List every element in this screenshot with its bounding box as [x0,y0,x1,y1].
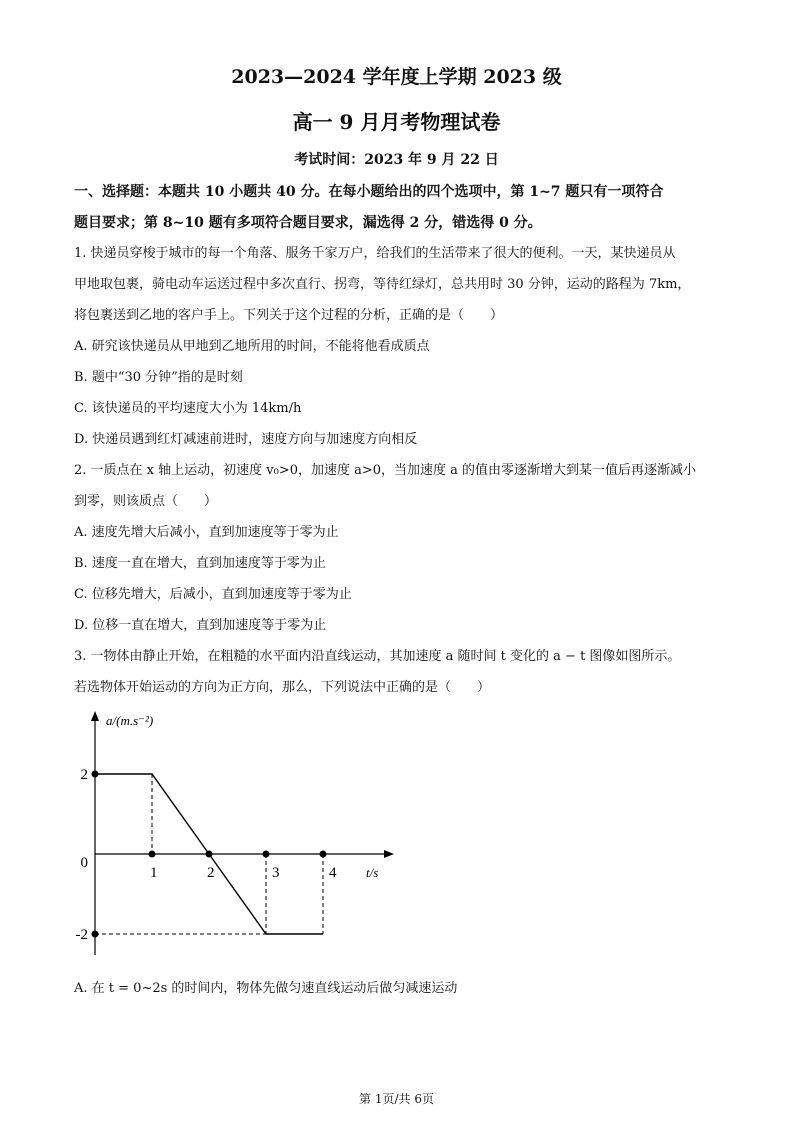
x-axis-label: t/s [366,865,379,880]
x-tick-label: 2 [207,865,215,881]
a-t-chart [70,705,410,969]
y-tick-label: -2 [75,927,88,943]
exam-title-line2: 高一 9 月月考物理试卷 [292,110,501,134]
q1-stem-line1: 1. 快递员穿梭于城市的每一个角落、服务千家万户，给我们的生活带来了很大的便利。一天，某快递员从 [74,246,676,261]
section-intro-line2: 题目要求；第 8~10 题有多项符合题目要求，漏选得 2 分，错选得 0 分。 [74,215,542,231]
exam-title-line1: 2023—2024 学年度上学期 2023 级 [231,66,562,88]
q1-option-b: B. 题中“30 分钟”指的是时刻 [74,370,243,385]
x-axis-arrow [384,850,394,858]
q1-option-d: D. 快递员遇到红灯减速前进时，速度方向与加速度方向相反 [74,432,418,447]
q3-stem-line2: 若选物体开始运动的方向为正方向，那么，下列说法中正确的是（ ） [74,680,491,695]
page-number: 第 1页/共 6页 [359,1092,434,1106]
axis-dot-t3 [263,851,270,858]
q2-stem-line2: 到零，则该质点（ ） [74,494,218,509]
axis-dot-t4 [320,851,327,858]
a-t-chart-svg [70,705,410,965]
axis-dot-a-neg2 [92,931,99,938]
q2-option-d: D. 位移一直在增大，直到加速度等于零为止 [74,618,327,633]
q1-stem-line3: 将包裹送到乙地的客户手上。下列关于这个过程的分析，正确的是（ ） [74,308,504,323]
y-tick-label: 2 [80,767,88,783]
q2-stem-line1: 2. 一质点在 x 轴上运动，初速度 v₀>0，加速度 a>0，当加速度 a 的值由零逐渐增大到某一值后再逐渐减小 [74,463,697,478]
x-tick-label: 1 [150,865,158,881]
y-tick-label: 0 [80,855,88,871]
section-intro-line1: 一、选择题：本题共 10 小题共 40 分。在每小题给出的四个选项中，第 1~7 题只有一项符合 [74,184,664,200]
x-tick-label: 4 [329,865,337,881]
axis-dot-a2 [92,771,99,778]
q2-option-c: C. 位移先增大，后减小，直到加速度等于零为止 [74,587,352,602]
exam-time: 考试时间：2023 年 9 月 22 日 [294,152,499,168]
axis-dot-t2 [206,851,213,858]
x-tick-label: 3 [272,865,280,881]
q2-option-b: B. 速度一直在增大，直到加速度等于零为止 [74,556,326,571]
q1-option-a: A. 研究该快递员从甲地到乙地所用的时间，不能将他看成质点 [74,339,430,354]
q3-option-a: A. 在 t = 0~2s 的时间内，物体先做匀速直线运动后做匀减速运动 [74,981,458,996]
q1-stem-line2: 甲地取包裹，骑电动车运送过程中多次直行、拐弯，等待红绿灯，总共用时 30 分钟，运动的路程为 7km， [74,277,691,292]
y-axis-arrow [91,711,99,721]
q3-stem-line1: 3. 一物体由静止开始，在粗糙的水平面内沿直线运动，其加速度 a 随时间 t 变化的 a − t 图像如图所示。 [74,649,681,664]
y-axis-label: a/(m.s⁻²) [106,713,154,728]
axis-dot-t1 [149,851,156,858]
q2-option-a: A. 速度先增大后减小，直到加速度等于零为止 [74,525,339,540]
q1-option-c: C. 该快递员的平均速度大小为 14km/h [74,401,302,416]
